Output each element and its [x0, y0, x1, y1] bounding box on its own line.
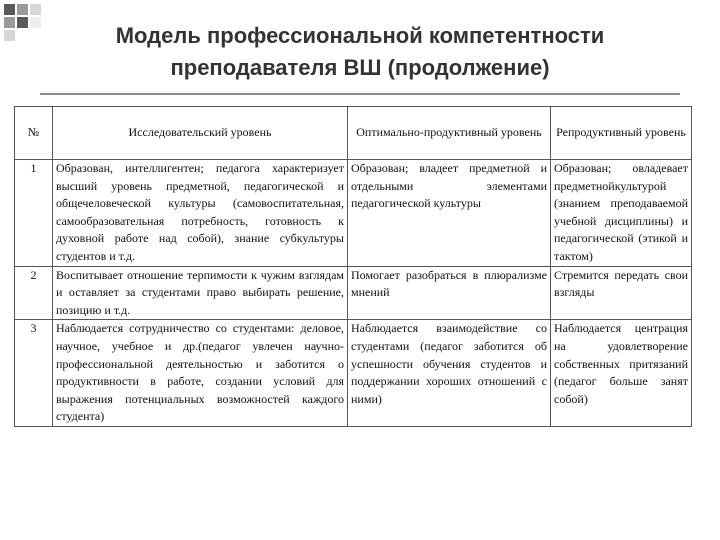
header-reproductive: Репродуктивный уровень — [551, 107, 692, 160]
title-line-1: Модель профессиональной компетентности — [115, 23, 605, 48]
competence-table — [14, 106, 692, 427]
cell-optimal: Наблюдается взаимодействие со студентами (педагог заботится об успешности обучения студентов и поддержании хороших отношений с ними) — [348, 320, 551, 427]
header-num: № — [15, 107, 53, 160]
slide-title — [40, 20, 680, 84]
cell-research: Воспитывает отношение терпимости к чужим взглядам и оставляет за студентами право выбирать решение, позицию и т.д. — [53, 266, 348, 320]
decor-square — [4, 30, 15, 41]
table-header-row — [15, 107, 692, 160]
decor-square — [30, 4, 41, 15]
table-row — [15, 320, 692, 427]
decor-square — [17, 17, 28, 28]
table-row — [15, 266, 692, 320]
cell-reproductive: Стремится передать свои взгляды — [551, 266, 692, 320]
row-number: 2 — [15, 266, 53, 320]
cell-research: Образован, интеллигентен; педагога характеризует высший уровень предметной, педагогической и общечеловеческой культуры (самовоспитательная, самообразовательная потребность, готовность к духовной работе над собой), знание субкультуры студентов и т.д. — [53, 160, 348, 267]
title-line-2: преподавателя ВШ (продолжение) — [170, 55, 550, 80]
decor-square — [4, 17, 15, 28]
header-optimal: Оптимально-продуктивный уровень — [348, 107, 551, 160]
header-research: Исследовательский уровень — [53, 107, 348, 160]
row-number: 3 — [15, 320, 53, 427]
title-divider — [40, 93, 680, 95]
cell-reproductive: Наблюдается центрация на удовлетворение собственных притязаний (педагог больше занят собой) — [551, 320, 692, 427]
cell-optimal: Помогает разобраться в плюрализме мнений — [348, 266, 551, 320]
table-row — [15, 160, 692, 267]
cell-optimal: Образован; владеет предметной и отдельными элементами педагогической культуры — [348, 160, 551, 267]
decor-square — [17, 4, 28, 15]
row-number: 1 — [15, 160, 53, 267]
cell-research: Наблюдается сотрудничество со студентами: деловое, научное, учебное и др.(педагог увлечен научно-профессиональной деятельностью и заботится о продуктивности в работе, создании условий для выражения потенциальных возможностей каждого студента) — [53, 320, 348, 427]
decor-square — [4, 4, 15, 15]
cell-reproductive: Образован; овладевает предметнойкультурой (знанием преподаваемой учебной дисциплины) и педагогической (этикой и тактом) — [551, 160, 692, 267]
